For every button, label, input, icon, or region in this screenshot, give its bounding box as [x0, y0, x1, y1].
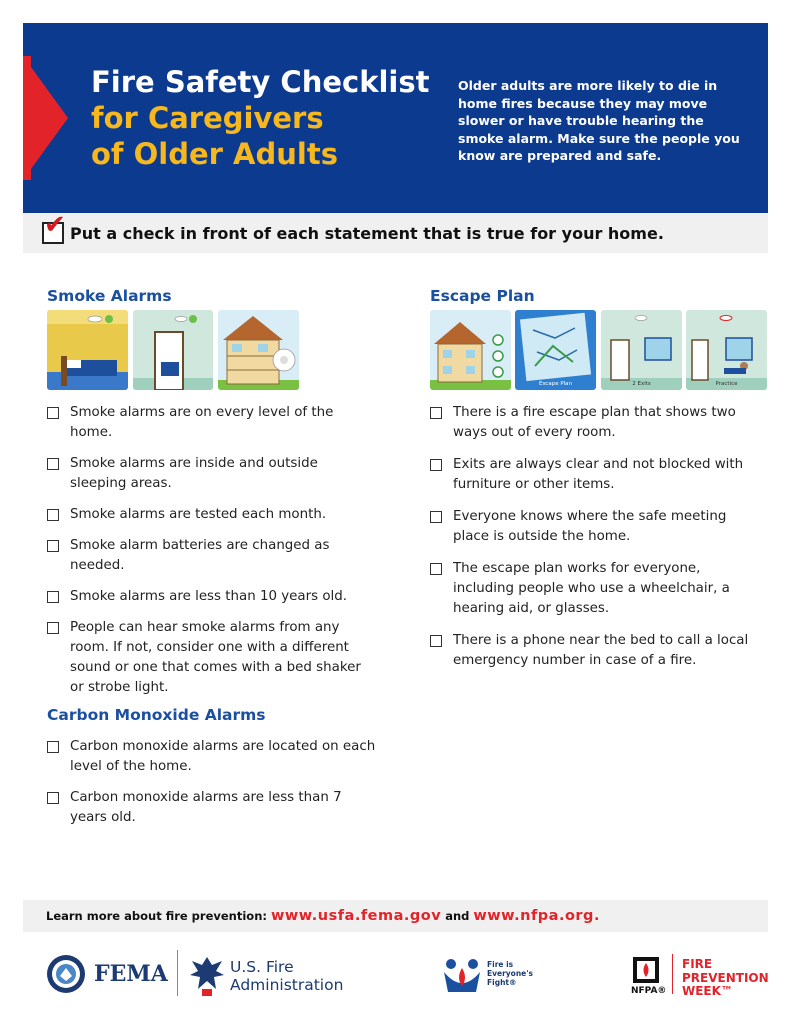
escape-plan-heading: Escape Plan [430, 287, 535, 305]
fie-line-1: Fire is [487, 960, 514, 969]
checkbox[interactable] [47, 792, 59, 804]
escape-map-illustration [515, 310, 596, 390]
list-item-text: Smoke alarm batteries are changed as needed. [70, 538, 330, 573]
page-title [91, 64, 430, 172]
list-item-text: Smoke alarms are less than 10 years old. [70, 589, 348, 604]
two-exits-illustration [601, 310, 682, 390]
checkbox[interactable] [430, 635, 442, 647]
checkbox[interactable] [47, 540, 59, 552]
smoke-alarms-list [47, 403, 377, 709]
doorway-alarm-illustration [133, 310, 213, 390]
title-line-1: Fire Safety Checklist [91, 65, 430, 99]
list-item-text: Smoke alarms are on every level of the home. [70, 405, 334, 440]
list-item-text: Carbon monoxide alarms are less than 7 years old. [70, 790, 342, 825]
nfpa-logo-icon [632, 956, 660, 984]
usfa-line-2: Administration [230, 976, 344, 994]
dhs-seal-icon [46, 954, 86, 994]
list-item [47, 587, 377, 607]
usfa-eagle-icon [188, 951, 226, 997]
list-item [430, 403, 760, 443]
checkbox[interactable] [47, 407, 59, 419]
list-item [430, 507, 760, 547]
title-line-3: of Older Adults [91, 137, 338, 171]
co-alarms-list [47, 737, 377, 839]
list-item [47, 505, 377, 525]
list-item [430, 455, 760, 495]
title-line-2: for Caregivers [91, 101, 324, 135]
footer-and: and [441, 909, 474, 923]
list-item-text: Exits are always clear and not blocked with furniture or other items. [453, 457, 744, 492]
list-item-text: Smoke alarms are inside and outside sleeping areas. [70, 456, 318, 491]
checkbox[interactable] [430, 459, 442, 471]
list-item [47, 536, 377, 576]
fema-logo: FEMA [94, 961, 168, 987]
checkbox[interactable] [47, 741, 59, 753]
list-item [47, 454, 377, 494]
practice-illustration [686, 310, 767, 390]
smoke-alarms-heading: Smoke Alarms [47, 287, 172, 305]
logo-divider [177, 950, 178, 996]
list-item [47, 618, 377, 698]
fpw-line-1: FIRE [682, 957, 713, 971]
instruction-text: Put a check in front of each statement that is true for your home. [70, 224, 664, 243]
red-check-icon: ✔ [44, 210, 66, 240]
checkbox[interactable] [47, 458, 59, 470]
list-item [47, 737, 377, 777]
footer-prefix: Learn more about fire prevention: [46, 909, 272, 923]
nfpa-link[interactable]: www.nfpa.org. [473, 908, 600, 924]
fpw-line-3: WEEK™ [682, 984, 733, 998]
house-exits-illustration [430, 310, 511, 390]
usfa-line-1: U.S. Fire [230, 958, 294, 976]
list-item-text: The escape plan works for everyone, including people who use a wheelchair, a hearing aid, or glasses. [453, 561, 730, 616]
list-item [47, 788, 377, 828]
list-item [430, 559, 760, 619]
checkbox[interactable] [430, 407, 442, 419]
fie-logo-text [487, 960, 533, 987]
checkbox[interactable] [430, 511, 442, 523]
fire-prevention-week-logo [682, 958, 769, 999]
list-item [430, 631, 760, 671]
list-item-text: Everyone knows where the safe meeting place is outside the home. [453, 509, 727, 544]
co-alarms-heading: Carbon Monoxide Alarms [47, 706, 266, 724]
list-item [47, 403, 377, 443]
fpw-divider [672, 954, 673, 994]
list-item-text: There is a phone near the bed to call a local emergency number in case of a fire. [453, 633, 749, 668]
bedroom-alarm-illustration [47, 310, 128, 390]
list-item-text: People can hear smoke alarms from any room. If not, consider one with a different sound or one that comes with a bed shaker or strobe light. [70, 620, 361, 695]
usfa-logo-text [230, 958, 343, 994]
list-item-text: Carbon monoxide alarms are located on each level of the home. [70, 739, 376, 774]
nfpa-logo-text: NFPA® [631, 986, 667, 996]
checkbox[interactable] [430, 563, 442, 575]
checkbox[interactable] [47, 509, 59, 521]
checkbox[interactable] [47, 622, 59, 634]
fpw-line-2: PREVENTION [682, 970, 769, 985]
fie-line-2: Everyone's [487, 969, 534, 978]
fire-is-everyones-fight-icon [440, 954, 484, 994]
practice-caption: Practice [715, 381, 738, 387]
escape-plan-caption: Escape Plan [538, 381, 573, 387]
usfa-link[interactable]: www.usfa.fema.gov [271, 908, 442, 924]
checkbox[interactable] [47, 591, 59, 603]
header-red-arrow-icon [23, 56, 68, 180]
intro-text: Older adults are more likely to die in home fires because they may move slower or have trouble hearing the smoke alarm. Make sure the people you know are prepared and safe. [458, 78, 740, 163]
fie-line-3: Fight® [487, 978, 517, 987]
two-exits-caption: 2 Exits [632, 381, 651, 387]
footer-text [46, 908, 600, 924]
list-item-text: There is a fire escape plan that shows two ways out of every room. [453, 405, 736, 440]
house-levels-illustration [218, 310, 299, 390]
escape-plan-list [430, 403, 760, 682]
list-item-text: Smoke alarms are tested each month. [70, 507, 327, 522]
